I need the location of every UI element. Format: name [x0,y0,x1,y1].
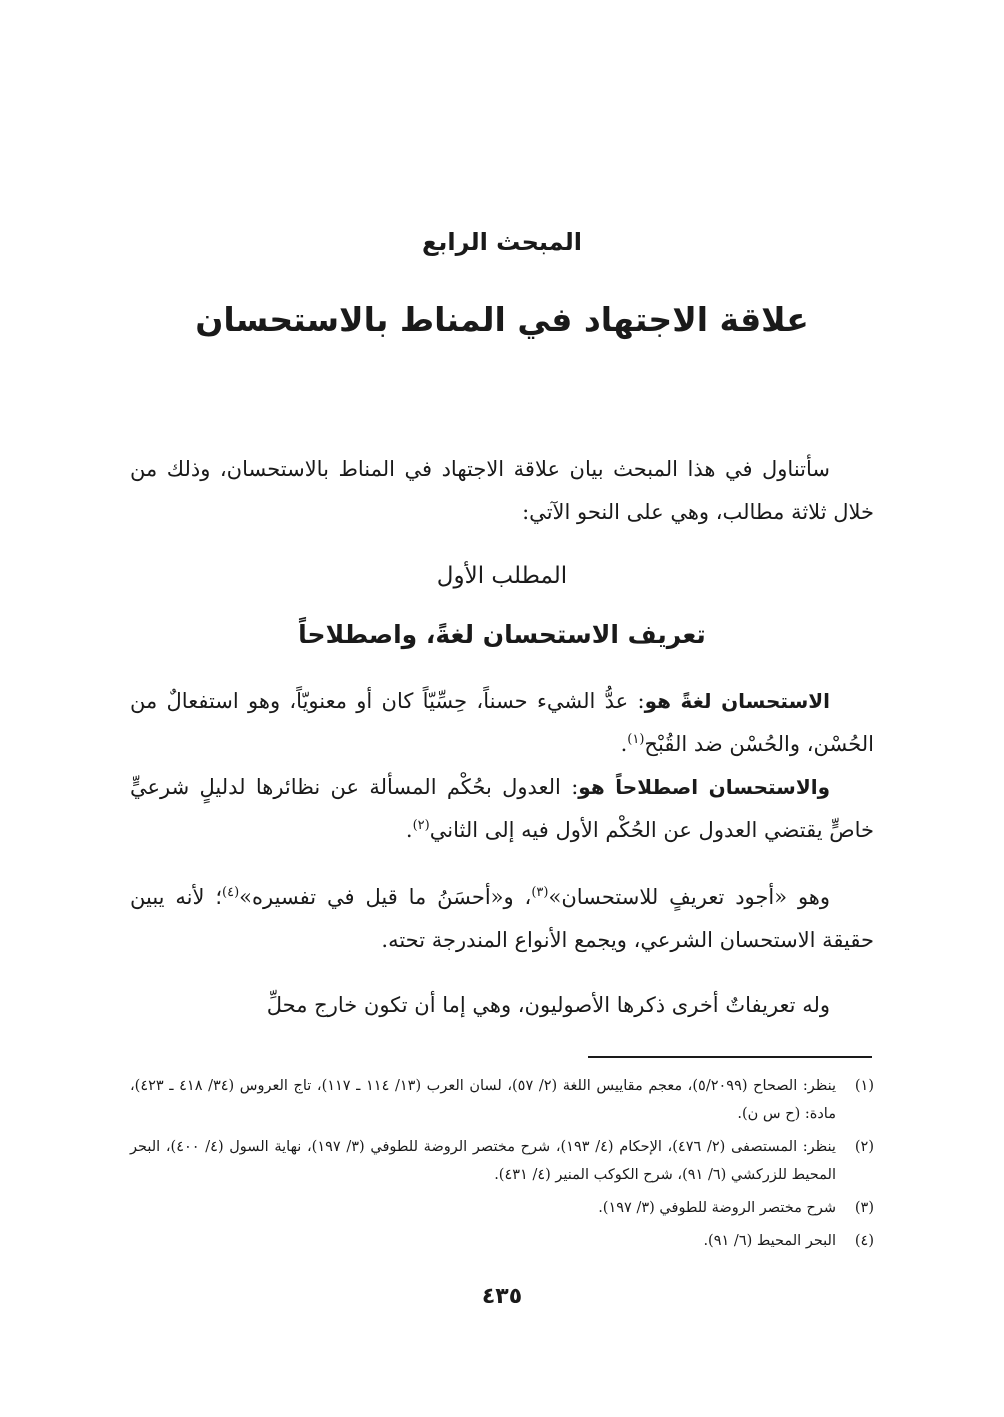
footnote-text: ينظر: المستصفى (٢/ ٤٧٦)، الإحكام (٤/ ١٩٣)، شرح مختصر الروضة للطوفي (٣/ ١٩٧)، نهاية السول (٤/ ٤٠٠)، البحر المحيط للزركشي (٦/ ٩١)، شرح الكوكب المنير (٤/ ٤٣١). [130,1139,836,1183]
term-linguistic: الاستحسان لغةً هو [644,689,831,713]
definition-technical-paragraph [130,766,874,852]
quote-1: وهو «أجود تعريفٍ للاستحسان» [548,885,831,909]
footnote-ref-3[interactable]: (٣) [531,885,549,900]
section-title: تعريف الاستحسان لغةً، واصطلاحاً [298,620,706,649]
term-technical: والاستحسان اصطلاحاً هو [578,775,830,799]
reasoning-text: ؛ لأنه يبين حقيقة الاستحسان الشرعي، ويجمع الأنواع المندرجة تحته. [130,885,874,952]
footnotes [130,1072,874,1260]
chapter-label: المبحث الرابع [422,228,582,256]
quote-2: ، و«أحسَنُ ما قيل في تفسيره» [239,885,532,909]
footnote-ref-4[interactable]: (٤) [222,885,240,900]
footnote-2 [130,1133,874,1189]
footnote-ref-1[interactable]: (١) [627,732,645,747]
footnote-text: شرح مختصر الروضة للطوفي (٣/ ١٩٧). [598,1200,836,1216]
footnote-ref-2[interactable]: (٢) [412,818,430,833]
definition-technical-text: : العدول بحُكْم المسألة عن نظائرها لدليلٍ شرعيٍّ خاصٍّ يقتضي العدول عن الحُكْم الأول فيه إلى الثاني [130,775,874,842]
footnote-number: (٢) [854,1139,874,1155]
definition-linguistic-paragraph [130,680,874,766]
footnote-3 [130,1194,874,1222]
chapter-title: علاقة الاجتهاد في المناط بالاستحسان [195,300,809,339]
footnote-4 [130,1227,874,1255]
section-label: المطلب الأول [436,563,568,589]
other-definitions-paragraph: وله تعريفاتٌ أخرى ذكرها الأصوليون، وهي إما أن تكون خارج محلِّ [266,993,830,1017]
footnote-number: (١) [854,1078,874,1094]
footnote-number: (٤) [854,1233,874,1249]
period: . [620,732,628,756]
evaluation-paragraph [130,876,874,962]
page-number: ٤٣٥ [481,1284,523,1309]
period: . [405,818,413,842]
footnote-1 [130,1072,874,1128]
footnote-text: البحر المحيط (٦/ ٩١). [703,1233,836,1249]
footnote-number: (٣) [854,1200,874,1216]
footnote-divider [588,1056,872,1058]
intro-paragraph: سأتناول في هذا المبحث بيان علاقة الاجتهاد في المناط بالاستحسان، وذلك من خلال ثلاثة مطالب، وهي على النحو الآتي: [130,457,874,524]
footnote-text: ينظر: الصحاح (٥/٢٠٩٩)، معجم مقاييس اللغة (٢/ ٥٧)، لسان العرب (١٣/ ١١٤ ـ ١١٧)، تاج العروس (٣٤/ ٤١٨ ـ ٤٢٣)، مادة: (ح س ن). [130,1078,837,1122]
definition-linguistic-text: : عدُّ الشيء حسناً، حِسِّيّاً كان أو معنويّاً، وهو استفعالٌ من الحُسْن، والحُسْن ضد القُبْح [130,689,874,756]
